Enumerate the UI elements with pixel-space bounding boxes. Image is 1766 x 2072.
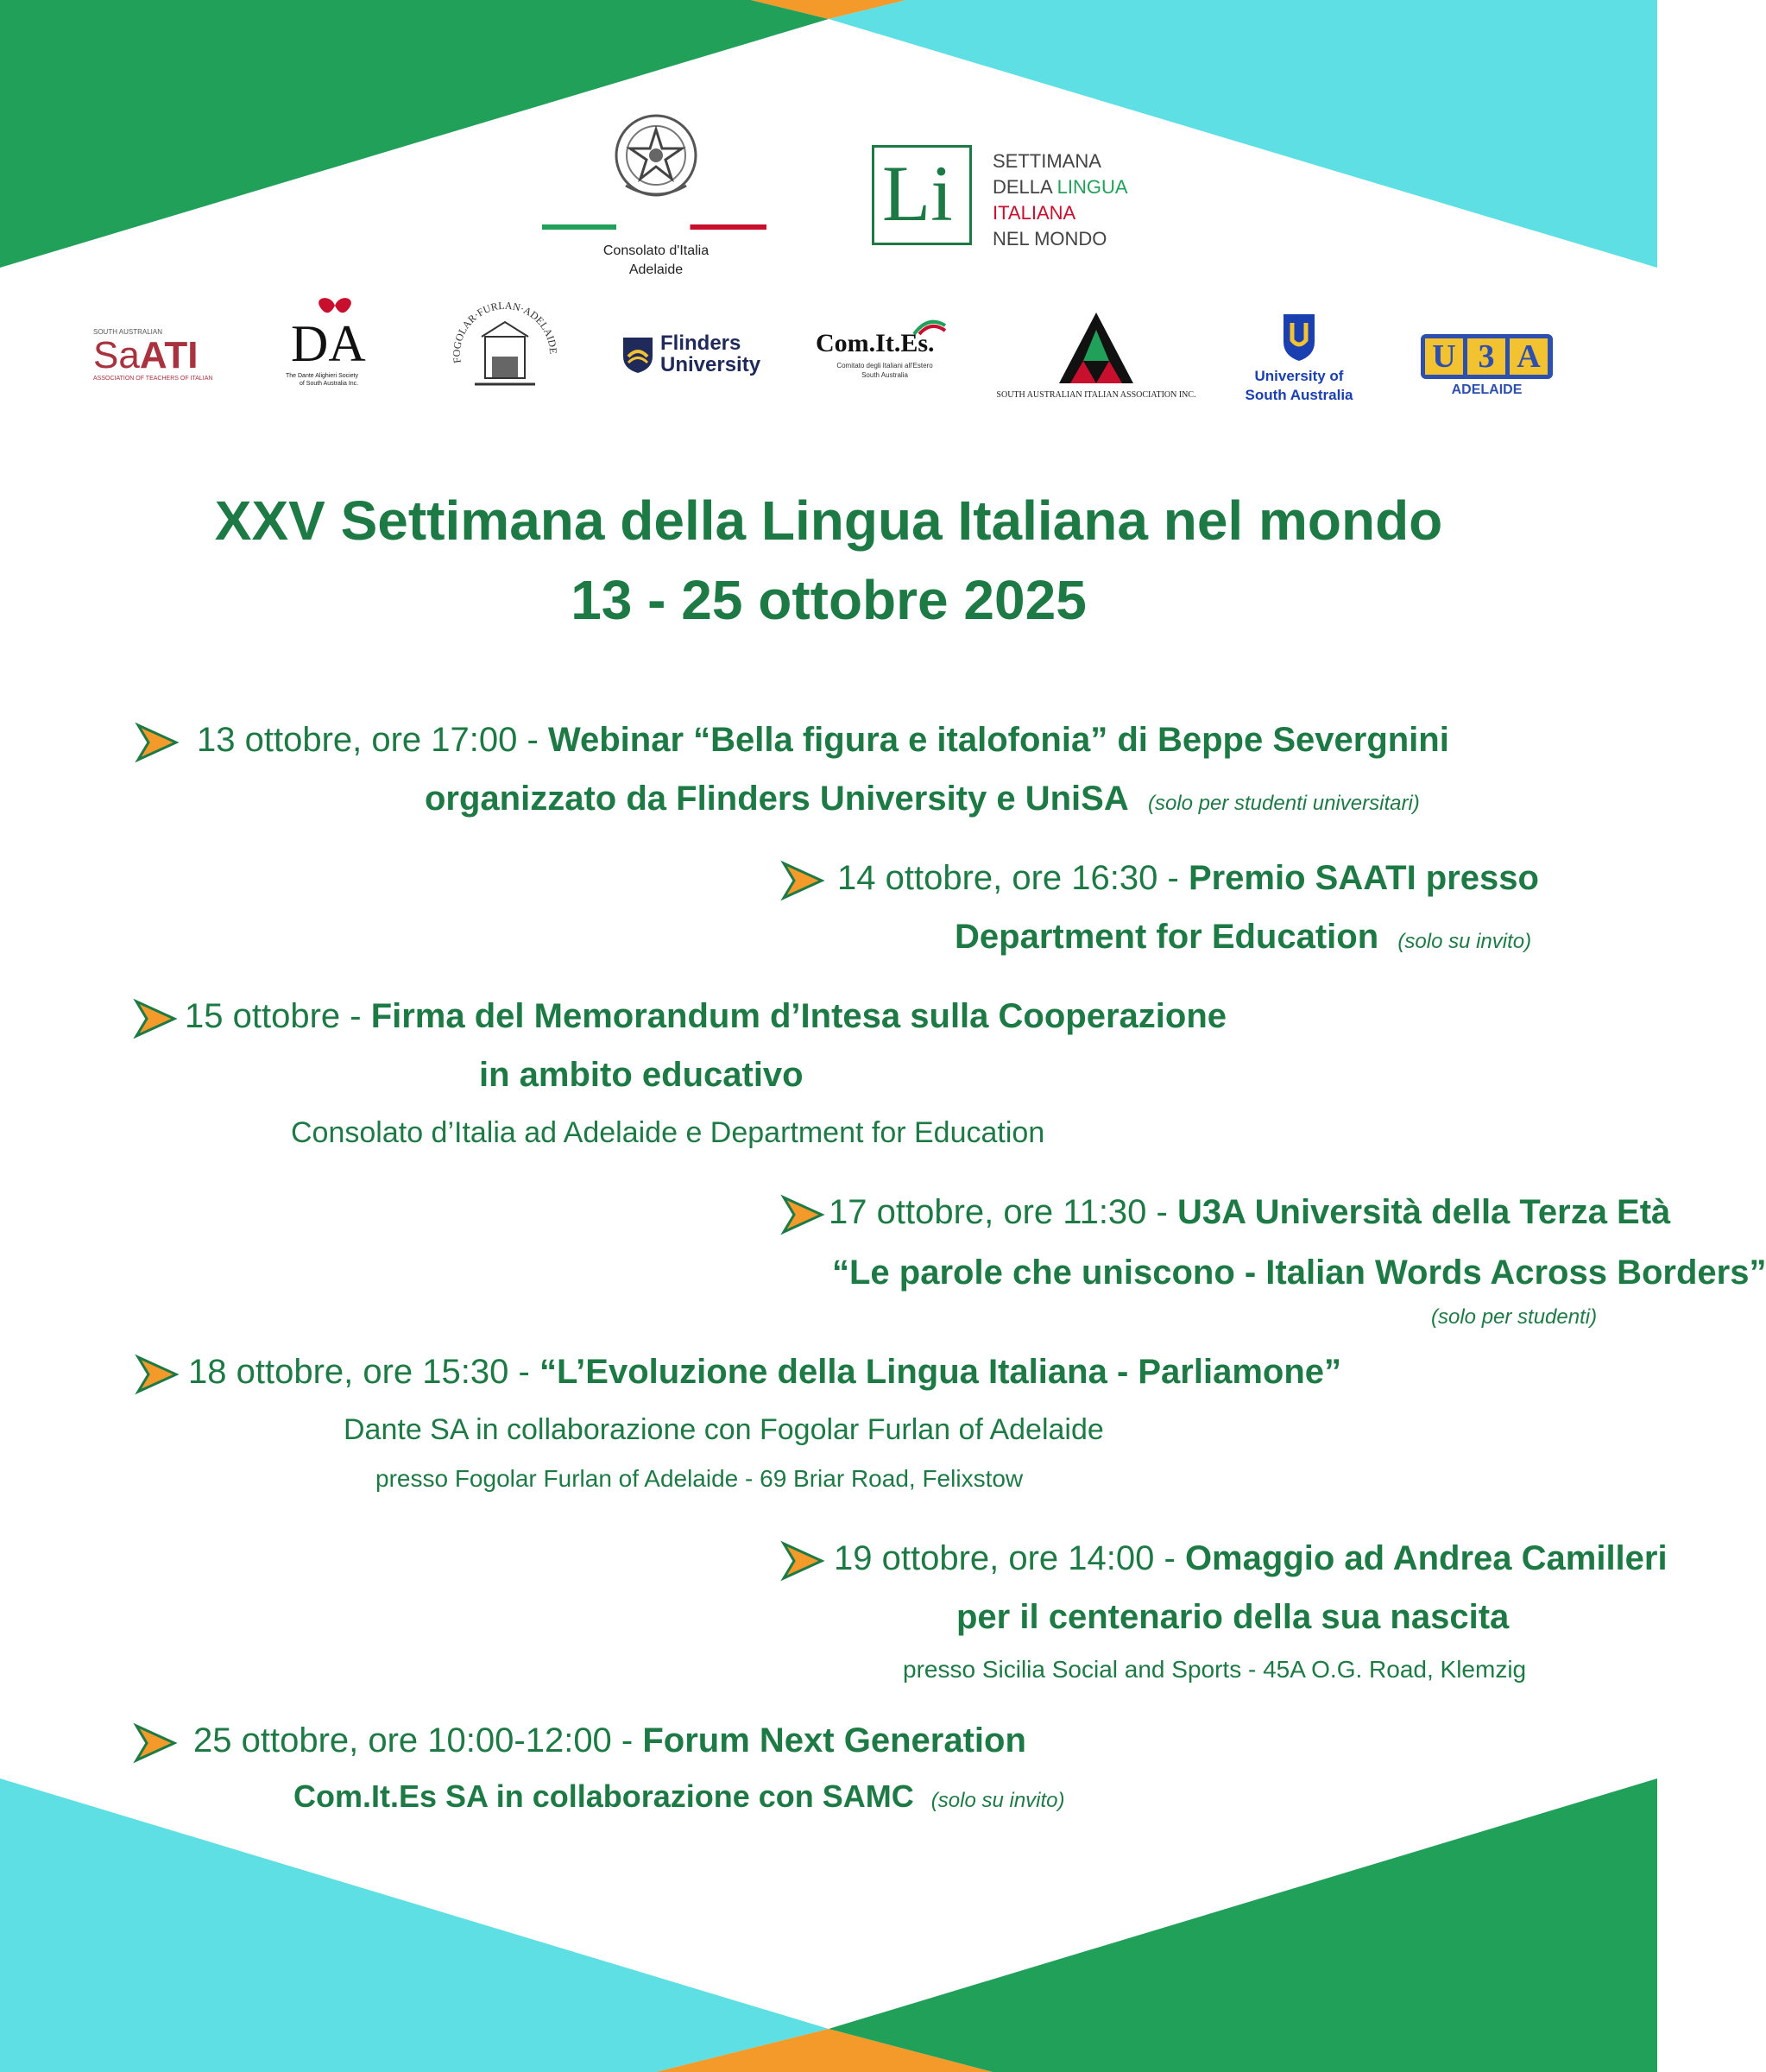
comites-logo — [816, 315, 954, 384]
event-1-title: Webinar “Bella figura e italofonia” di Beppe Severgnini — [547, 721, 1449, 759]
dante-logo — [281, 294, 384, 397]
unisa-line1: University of — [1254, 368, 1344, 384]
arrow-icon — [780, 1542, 825, 1580]
u3a-logo — [1421, 334, 1555, 399]
dante-line1: The Dante Alighieri Society — [286, 373, 359, 379]
consolato-line2: Adelaide — [628, 262, 684, 277]
event-3-line1 — [185, 997, 1227, 1036]
u3a-letter-3: 3 — [1467, 338, 1505, 375]
arrow-icon — [133, 1724, 178, 1762]
li-line2 — [993, 174, 1128, 200]
arrow-icon — [135, 723, 180, 761]
unisa-logo — [1234, 313, 1364, 407]
li-line2b: LINGUA — [1056, 176, 1128, 198]
saati-name-b: ATI — [139, 334, 199, 376]
dante-name: DA — [291, 315, 366, 372]
unisa-shield-icon — [1280, 313, 1318, 363]
comites-line1: Comitato degli Italiani all'Estero — [836, 362, 933, 370]
li-line4: NEL MONDO — [993, 228, 1107, 250]
event-4-title2: “Le parole che uniscono - Italian Words Across Borders” — [832, 1254, 1766, 1292]
saati-top: SOUTH AUSTRALIAN — [93, 328, 163, 336]
event-4-date: 17 ottobre, ore 11:30 - — [829, 1193, 1177, 1231]
event-4-line1 — [829, 1193, 1670, 1232]
li-line3: ITALIANA — [993, 202, 1076, 224]
fogolar-arc-text: FOGOLAR·FURLAN·ADELAIDE — [450, 299, 560, 364]
flinders-logo — [621, 332, 768, 376]
event-1-line2 — [425, 780, 1420, 818]
consolato-logo — [535, 108, 777, 281]
event-3-title: Firma del Memorandum d’Intesa sulla Cooperazione — [370, 997, 1227, 1035]
event-1-org: organizzato da Flinders University e UniSA — [425, 780, 1129, 818]
saati-bottom: ASSOCIATION OF TEACHERS OF ITALIAN — [93, 376, 213, 382]
saati-name-a: Sa — [93, 334, 140, 376]
event-5-sub: Dante SA in collaborazione con Fogolar Furlan of Adelaide — [344, 1413, 1104, 1446]
event-2-note: (solo su invito) — [1397, 930, 1532, 953]
event-4-title: U3A Università della Terza Età — [1176, 1193, 1671, 1231]
page-subtitle-dates: 13 - 25 ottobre 2025 — [571, 569, 1087, 631]
fogolar-logo — [449, 289, 561, 393]
li-line1: SETTIMANA — [993, 150, 1101, 172]
event-6-date: 19 ottobre, ore 14:00 - — [834, 1539, 1185, 1577]
event-6-sub: presso Sicilia Social and Sports - 45A O.G. Road, Klemzig — [903, 1656, 1527, 1683]
settimana-logo — [872, 145, 1165, 250]
li-text: Li — [882, 149, 953, 237]
saia-logo — [984, 311, 1208, 406]
fogolar-hearth-icon — [449, 289, 561, 393]
u3a-letter-u: U — [1425, 338, 1463, 375]
arrow-icon — [135, 1355, 180, 1393]
event-5-line1 — [188, 1353, 1341, 1392]
event-5-date: 18 ottobre, ore 15:30 - — [188, 1353, 539, 1391]
arrow-icon — [780, 862, 825, 900]
event-5-title: “L’Evoluzione della Lingua Italiana - Parliamone” — [539, 1353, 1342, 1391]
page-title: XXV Settimana della Lingua Italiana nel mondo — [214, 490, 1443, 552]
event-3-title2: in ambito educativo — [479, 1056, 804, 1094]
event-6-line1 — [834, 1539, 1668, 1578]
event-1-line1 — [197, 721, 1449, 760]
consolato-line1: Consolato d'Italia — [602, 243, 710, 258]
event-3-sub: Consolato d’Italia ad Adelaide e Department for Education — [291, 1116, 1045, 1149]
svg-text:FOGOLAR·FURLAN·ADELAIDE — [451, 300, 559, 364]
u3a-sub: ADELAIDE — [1451, 382, 1523, 397]
event-7-line2 — [293, 1778, 1065, 1815]
event-2-line1 — [837, 859, 1539, 898]
arrow-icon — [780, 1196, 825, 1234]
event-6-title2: per il centenario della sua nascita — [956, 1598, 1510, 1636]
li-letters — [882, 150, 953, 237]
event-6-title: Omaggio ad Andrea Camilleri — [1184, 1539, 1668, 1577]
u3a-letter-a: A — [1510, 338, 1548, 375]
dante-line2: of South Australia Inc. — [300, 381, 359, 387]
li-line2a: DELLA — [993, 176, 1057, 198]
tricolor-line — [542, 224, 766, 230]
event-2-title: Premio SAATI presso — [1188, 859, 1539, 897]
saia-triangle-icon — [1057, 311, 1135, 385]
event-4-note: (solo per studenti) — [1431, 1305, 1598, 1329]
event-7-date: 25 ottobre, ore 10:00-12:00 - — [193, 1721, 643, 1759]
event-7-org: Com.It.Es SA in collaborazione con SAMC — [293, 1778, 914, 1814]
flinders-line2: University — [660, 353, 761, 376]
event-2-line2 — [955, 918, 1531, 957]
event-5-sub2: presso Fogolar Furlan of Adelaide - 69 Briar Road, Felixstow — [375, 1465, 1024, 1492]
event-7-note: (solo su invito) — [930, 1789, 1065, 1812]
italian-emblem-icon — [609, 108, 703, 203]
event-1-note: (solo per studenti universitari) — [1147, 792, 1420, 815]
event-3-date: 15 ottobre - — [185, 997, 371, 1035]
comites-line2: South Australia — [861, 371, 908, 379]
comites-name: Com.It.Es. — [816, 329, 935, 357]
event-1-date: 13 ottobre, ore 17:00 - — [197, 721, 548, 759]
flinders-line1: Flinders — [660, 332, 741, 355]
event-2-org: Department for Education — [955, 918, 1379, 956]
saia-name: SOUTH AUSTRALIAN ITALIAN ASSOCIATION INC. — [996, 390, 1196, 400]
saati-logo — [93, 328, 223, 388]
event-2-date: 14 ottobre, ore 16:30 - — [837, 859, 1189, 897]
event-7-line1 — [193, 1721, 1026, 1760]
flinders-shield-icon — [621, 336, 654, 374]
arrow-icon — [133, 1000, 178, 1038]
unisa-line2: South Australia — [1245, 387, 1353, 403]
event-7-title: Forum Next Generation — [642, 1721, 1026, 1759]
